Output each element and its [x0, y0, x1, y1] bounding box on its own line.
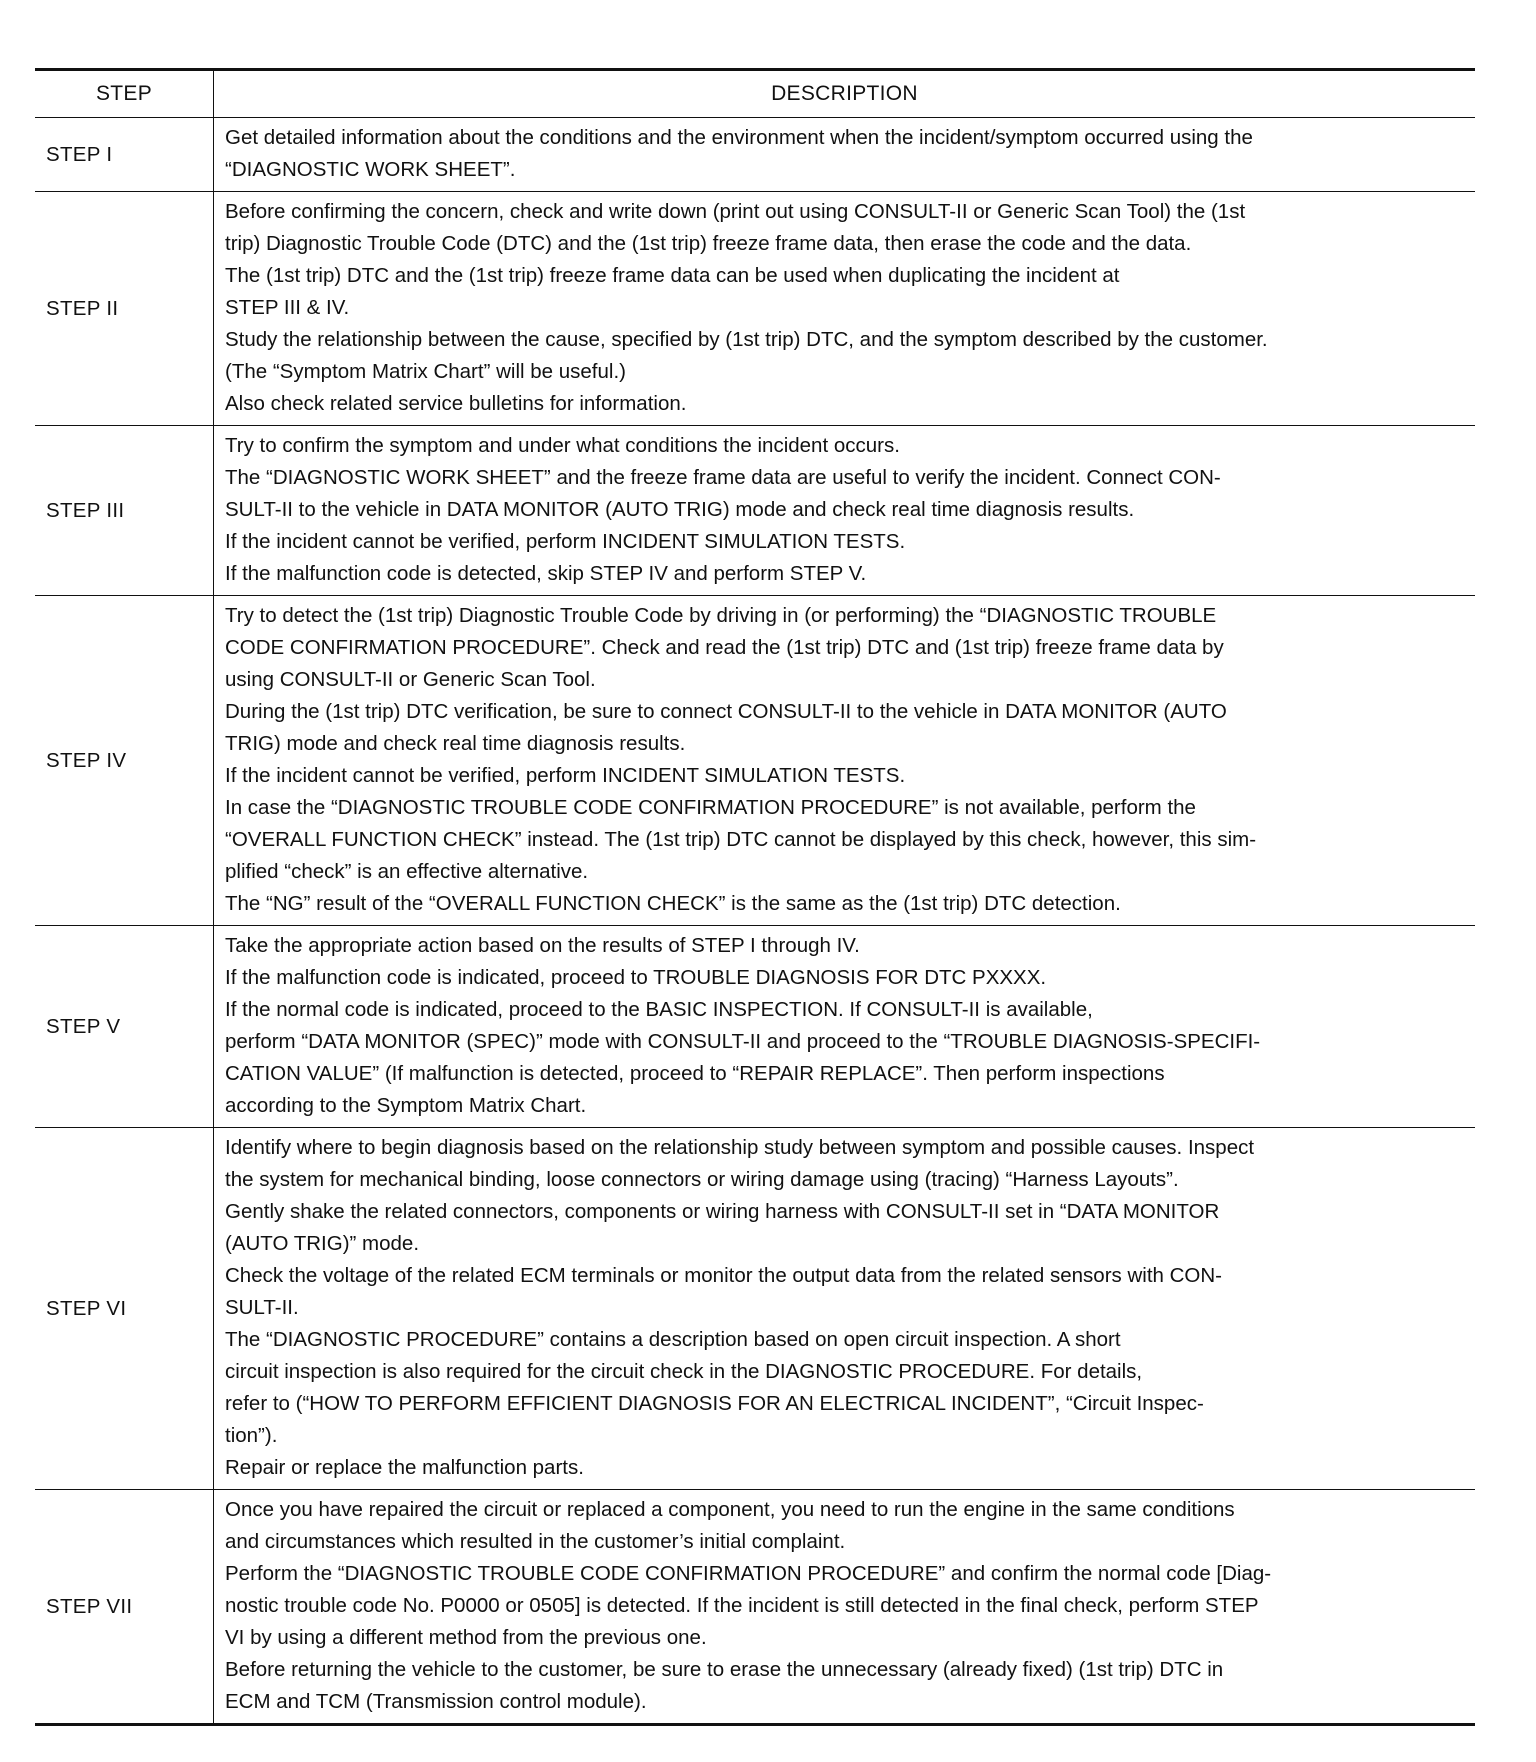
table-header-row	[35, 70, 1475, 118]
table-row	[35, 596, 1475, 926]
description-line: Try to detect the (1st trip) Diagnostic Trouble Code by driving in (or performing) the “DIAGNOSTIC TROUBLE	[225, 604, 1217, 627]
description-line: the system for mechanical binding, loose connectors or wiring damage using (tracing) “Harness Layouts”.	[225, 1168, 1179, 1191]
description-line: If the malfunction code is indicated, proceed to TROUBLE DIAGNOSIS FOR DTC PXXXX.	[225, 966, 1047, 989]
step-label: STEP I	[35, 118, 214, 192]
description-line: SULT-II.	[225, 1296, 299, 1319]
description-line: The “DIAGNOSTIC WORK SHEET” and the freeze frame data are useful to verify the incident. Connect CON-	[225, 466, 1221, 489]
description-line: Get detailed information about the conditions and the environment when the incident/symptom occurred using the	[225, 126, 1253, 149]
description-line: CATION VALUE” (If malfunction is detected, proceed to “REPAIR REPLACE”. Then perform inspections	[225, 1062, 1165, 1085]
description-line: “OVERALL FUNCTION CHECK” instead. The (1st trip) DTC cannot be displayed by this check, however, this sim-	[225, 828, 1257, 851]
description-line: trip) Diagnostic Trouble Code (DTC) and the (1st trip) freeze frame data, then erase the code and the data.	[225, 232, 1192, 255]
description-line: If the normal code is indicated, proceed to the BASIC INSPECTION. If CONSULT-II is available,	[225, 998, 1093, 1021]
step-column-header: STEP	[35, 70, 214, 118]
description-line: refer to (“HOW TO PERFORM EFFICIENT DIAGNOSIS FOR AN ELECTRICAL INCIDENT”, “Circuit Inspec-	[225, 1392, 1204, 1415]
description-line: Also check related service bulletins for information.	[225, 392, 687, 415]
step-label: STEP II	[35, 192, 214, 426]
description-line: Take the appropriate action based on the results of STEP I through IV.	[225, 934, 860, 957]
description-column-header: DESCRIPTION	[214, 70, 1476, 118]
step-description	[214, 596, 1476, 926]
step-description	[214, 426, 1476, 596]
description-line: CODE CONFIRMATION PROCEDURE”. Check and read the (1st trip) DTC and (1st trip) freeze frame data by	[225, 636, 1224, 659]
step-label: STEP V	[35, 926, 214, 1128]
step-description-table	[35, 68, 1475, 1726]
description-line: plified “check” is an effective alternative.	[225, 860, 589, 883]
step-description	[214, 1490, 1476, 1725]
description-line: If the incident cannot be verified, perform INCIDENT SIMULATION TESTS.	[225, 530, 906, 553]
description-line: TRIG) mode and check real time diagnosis results.	[225, 732, 686, 755]
table-row	[35, 1490, 1475, 1725]
description-line: Try to confirm the symptom and under what conditions the incident occurs.	[225, 434, 900, 457]
description-line: The “NG” result of the “OVERALL FUNCTION CHECK” is the same as the (1st trip) DTC detection.	[225, 892, 1121, 915]
description-line: using CONSULT-II or Generic Scan Tool.	[225, 668, 596, 691]
description-line: SULT-II to the vehicle in DATA MONITOR (AUTO TRIG) mode and check real time diagnosis results.	[225, 498, 1135, 521]
description-line: nostic trouble code No. P0000 or 0505] is detected. If the incident is still detected in the final check, perform STEP	[225, 1594, 1259, 1617]
step-description	[214, 192, 1476, 426]
step-description	[214, 926, 1476, 1128]
table-row	[35, 926, 1475, 1128]
step-label: STEP IV	[35, 596, 214, 926]
description-line: Check the voltage of the related ECM terminals or monitor the output data from the related sensors with CON-	[225, 1264, 1222, 1287]
step-label: STEP VI	[35, 1128, 214, 1490]
description-line: The (1st trip) DTC and the (1st trip) freeze frame data can be used when duplicating the incident at	[225, 264, 1120, 287]
description-line: and circumstances which resulted in the customer’s initial complaint.	[225, 1530, 846, 1553]
table-row	[35, 118, 1475, 192]
description-line: (AUTO TRIG)” mode.	[225, 1232, 420, 1255]
description-line: STEP III & IV.	[225, 296, 350, 319]
step-description	[214, 118, 1476, 192]
description-line: In case the “DIAGNOSTIC TROUBLE CODE CONFIRMATION PROCEDURE” is not available, perform the	[225, 796, 1196, 819]
description-line: If the incident cannot be verified, perform INCIDENT SIMULATION TESTS.	[225, 764, 906, 787]
description-line: Gently shake the related connectors, components or wiring harness with CONSULT-II set in “DATA MONITOR	[225, 1200, 1220, 1223]
table-row	[35, 1128, 1475, 1490]
description-line: Perform the “DIAGNOSTIC TROUBLE CODE CONFIRMATION PROCEDURE” and confirm the normal code [Diag-	[225, 1562, 1272, 1585]
description-line: Study the relationship between the cause, specified by (1st trip) DTC, and the symptom described by the customer.	[225, 328, 1268, 351]
step-label: STEP III	[35, 426, 214, 596]
description-line: Identify where to begin diagnosis based on the relationship study between symptom and possible causes. Inspect	[225, 1136, 1255, 1159]
step-label: STEP VII	[35, 1490, 214, 1725]
table-row	[35, 426, 1475, 596]
description-line: Once you have repaired the circuit or replaced a component, you need to run the engine in the same conditions	[225, 1498, 1235, 1521]
description-line: VI by using a different method from the previous one.	[225, 1626, 707, 1649]
step-description	[214, 1128, 1476, 1490]
description-line: During the (1st trip) DTC verification, be sure to connect CONSULT-II to the vehicle in DATA MONITOR (AUTO	[225, 700, 1227, 723]
description-line: Before confirming the concern, check and write down (print out using CONSULT-II or Generic Scan Tool) the (1st	[225, 200, 1246, 223]
table-row	[35, 192, 1475, 426]
description-line: Repair or replace the malfunction parts.	[225, 1456, 584, 1479]
description-line: ECM and TCM (Transmission control module).	[225, 1690, 647, 1713]
description-line: “DIAGNOSTIC WORK SHEET”.	[225, 158, 516, 181]
description-line: perform “DATA MONITOR (SPEC)” mode with CONSULT-II and proceed to the “TROUBLE DIAGNOSIS-SPECIFI-	[225, 1030, 1261, 1053]
description-line: The “DIAGNOSTIC PROCEDURE” contains a description based on open circuit inspection. A short	[225, 1328, 1121, 1351]
description-line: tion”).	[225, 1424, 278, 1447]
description-line: according to the Symptom Matrix Chart.	[225, 1094, 587, 1117]
description-line: (The “Symptom Matrix Chart” will be useful.)	[225, 360, 626, 383]
table-body	[35, 118, 1475, 1725]
description-line: Before returning the vehicle to the customer, be sure to erase the unnecessary (already fixed) (1st trip) DTC in	[225, 1658, 1224, 1681]
description-line: circuit inspection is also required for the circuit check in the DIAGNOSTIC PROCEDURE. For details,	[225, 1360, 1143, 1383]
description-line: If the malfunction code is detected, skip STEP IV and perform STEP V.	[225, 562, 867, 585]
